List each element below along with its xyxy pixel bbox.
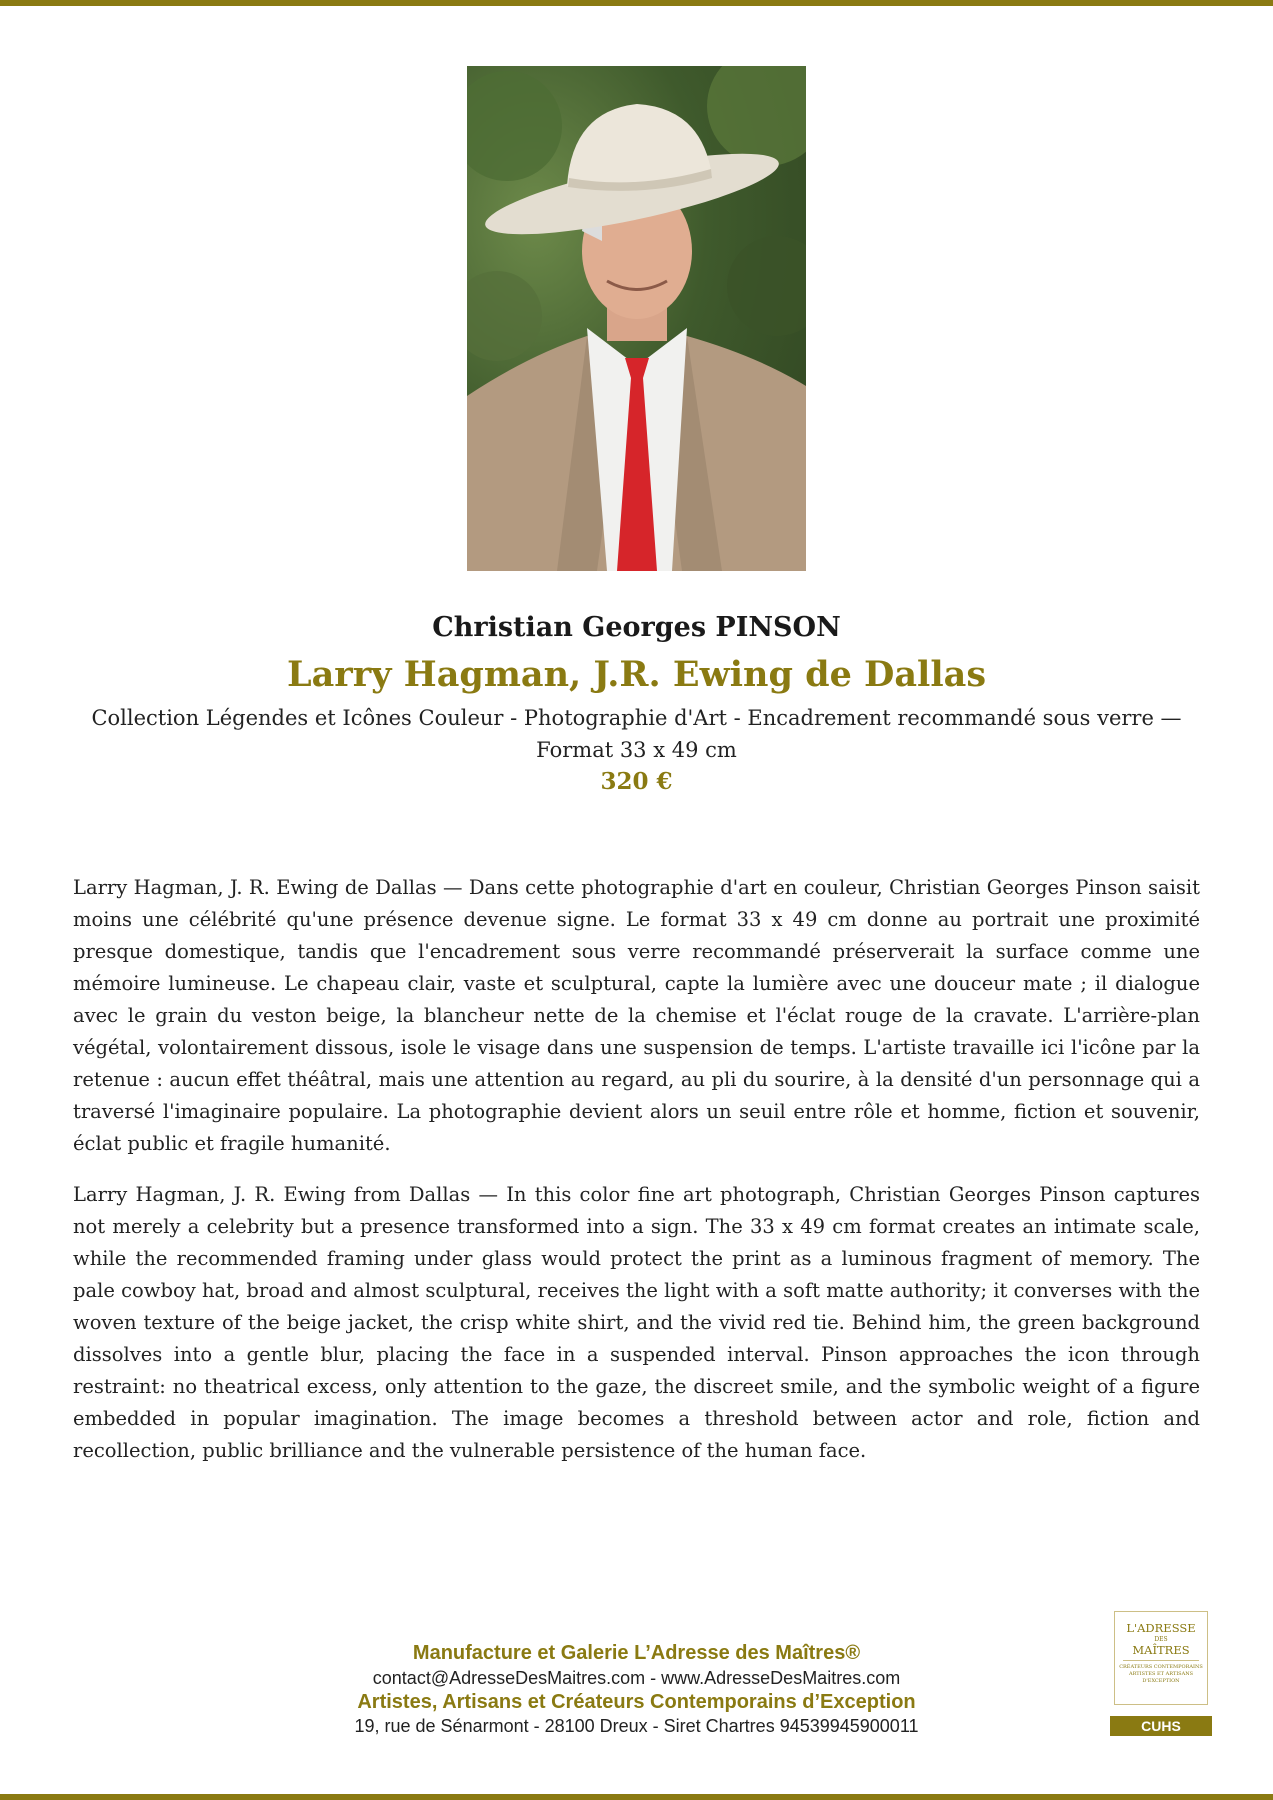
portrait-photo (467, 66, 806, 571)
logo-divider (1123, 1660, 1199, 1661)
description-french: Larry Hagman, J. R. Ewing de Dallas — Dans cette photographie d'art en couleur, Christian Georges Pinson saisit moins une célébrité qu'une présence devenue signe. Le format 33 x 49 cm donne au portrait une proximité presque domestique, tandis que l'encadrement sous verre recommandé préserverait la surface comme une mémoire lumineuse. Le chapeau clair, vaste et sculptural, capte la lumière avec une douceur mate ; il dialogue avec le grain du veston beige, la blancheur nette de la chemise et l'éclat rouge de la cravate. L'arrière-plan végétal, volontairement dissous, isole le visage dans une suspension de temps. L'artiste travaille ici l'icône par la retenue : aucun effet théâtral, mais une attention au regard, au pli du sourire, à la densité d'un personnage qui a traversé l'imaginaire populaire. La photographie devient alors un seuil entre rôle et homme, fiction et souvenir, éclat public et fragile humanité. (73, 876, 1200, 1155)
logo-line-4: CRÉATEURS CONTEMPORAINS ARTISTES ET ARTISANS D'EXCEPTION (1119, 1664, 1203, 1684)
logo-line-1: L'ADRESSE (1126, 1621, 1196, 1635)
logo-line-3: MAÎTRES (1132, 1643, 1190, 1657)
logo-line-2: DES (1154, 1636, 1168, 1643)
gallery-logo (1114, 1611, 1208, 1705)
artist-name: Christian Georges PINSON (432, 612, 841, 643)
bottom-rule (0, 1794, 1273, 1800)
logo-badge: CUHS (1110, 1716, 1212, 1736)
footer-address: 19, rue de Sénarmont - 28100 Dreux - Siret Chartres 94539945900011 (354, 1716, 919, 1736)
top-rule (0, 0, 1273, 6)
artwork-title: Larry Hagman, J.R. Ewing de Dallas (286, 654, 987, 695)
artwork-price: 320 € (600, 768, 673, 795)
artwork-subtitle: Collection Légendes et Icônes Couleur - Photographie d'Art - Encadrement recommandé sous verre — Format 33 x 49 cm (91, 706, 1182, 762)
description-english: Larry Hagman, J. R. Ewing from Dallas — In this color fine art photograph, Christian Georges Pinson captures not merely a celebrity but a presence transformed into a sign. The 33 x 49 cm format creates an intimate scale, while the recommended framing under glass would protect the print as a luminous fragment of memory. The pale cowboy hat, broad and almost sculptural, receives the light with a soft matte authority; it converses with the woven texture of the beige jacket, the crisp white shirt, and the vivid red tie. Behind him, the green background dissolves into a gentle blur, placing the face in a suspended interval. Pinson approaches the icon through restraint: no theatrical excess, only attention to the gaze, the discreet smile, and the symbolic weight of a figure embedded in popular imagination. The image becomes a threshold between actor and role, fiction and recollection, public brilliance and the vulnerable persistence of the human face. (73, 1183, 1200, 1462)
footer-tagline: Artistes, Artisans et Créateurs Contemporains d’Exception (357, 1691, 916, 1713)
footer-company: Manufacture et Galerie L’Adresse des Maîtres® (412, 1642, 861, 1664)
footer-contact: contact@AdresseDesMaitres.com - www.AdresseDesMaitres.com (372, 1668, 901, 1688)
